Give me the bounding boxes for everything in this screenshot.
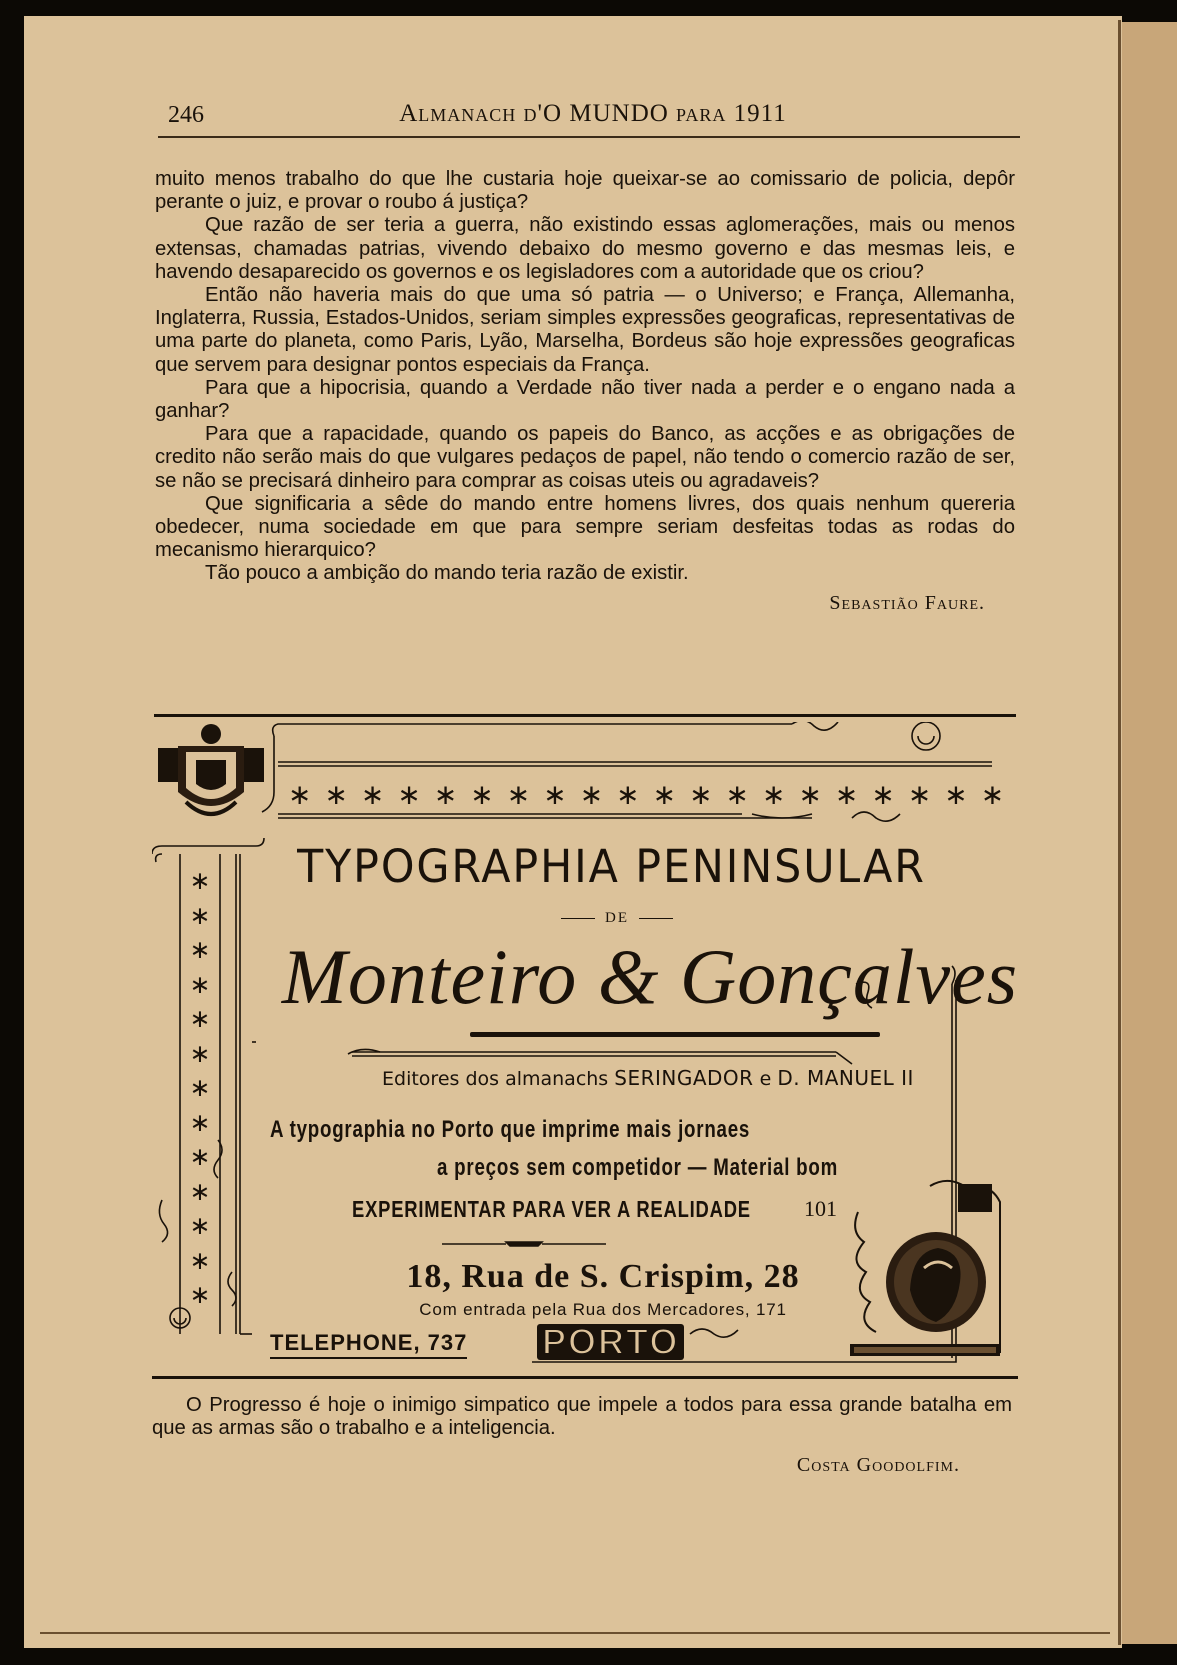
section-rule-top: [154, 714, 1016, 717]
editors-prefix: Editores dos almanachs: [382, 1068, 615, 1090]
section-rule-bottom: [152, 1376, 1018, 1379]
advertisement: [152, 722, 1019, 1368]
article-paragraph: Para que a hipocrisia, quando a Verdade não tiver nada a perder e o engano nada a ganhar?: [155, 376, 1015, 423]
ad-address: 18, Rua de S. Crispim, 28: [406, 1258, 800, 1295]
article-paragraph: Tão pouco a ambição do mando teria razão de existir.: [205, 562, 689, 585]
almanach-name: D. MANUEL II: [777, 1066, 914, 1090]
next-page-edge: [1122, 22, 1177, 1644]
almanach-name: SERINGADOR: [614, 1066, 754, 1090]
article-paragraph: Para que a rapacidade, quando os papeis do Banco, as acções e as obrigações de credito não serão mais do que vulgares pedaços de papel, não tendo o comercio razão de ser, se não se precisará dinheiro para comprar as coisas uteis ou agradaveis?: [155, 423, 1015, 492]
article-signature: Sebastião Faure.: [829, 591, 985, 614]
article-paragraph: Que razão de ser teria a guerra, não existindo essas aglomerações, mais ou menos extensas, chamadas patrias, vivendo debaixo do mesmo governo e das mesmas leis, e havendo desaparecido os governos e os legisladores com a autoridade que os criou?: [155, 214, 1015, 283]
asterisk-ornament-row: ∗∗∗∗∗∗∗∗∗∗∗∗∗∗∗∗∗∗∗∗: [288, 778, 1018, 811]
page-edge: [1118, 20, 1121, 1645]
quote-paragraph: O Progresso é hoje o inimigo simpatico que impele a todos para essa grande batalha em que as armas são o trabalho e a inteligencia.: [152, 1394, 1012, 1440]
firm-name: Monteiro & Gonçalves: [281, 933, 1019, 1020]
ad-claim-line: EXPERIMENTAR PARA VER A REALIDADE: [352, 1196, 751, 1222]
article-paragraph: Que significaria a sêde do mando entre homens livres, dos quais nenhum quereria obedecer, numa sociedade em que para sempre seriam desfeitas todas as rodas do mecanismo hierarquico?: [155, 492, 1015, 562]
helmeted-portrait-icon: [840, 1172, 1006, 1360]
ad-telephone: TELEPHONE, 737: [270, 1330, 467, 1359]
quote-signature: Costa Goodolfim.: [796, 1454, 960, 1476]
ad-entrance: Com entrada pela Rua dos Mercadores, 171: [419, 1300, 787, 1319]
ad-de: DE: [542, 910, 692, 927]
firm-underline: [470, 1032, 880, 1037]
header-rule: [158, 136, 1020, 138]
editors-joiner: e: [753, 1068, 778, 1090]
page-number: 246: [168, 102, 204, 128]
ad-title: TYPOGRAPHIA PENINSULAR: [297, 840, 926, 893]
running-title: Almanach d'O MUNDO para 1911: [399, 100, 787, 127]
ad-city: PORTO: [537, 1324, 684, 1360]
running-head: [168, 100, 1018, 132]
article-paragraph: muito menos trabalho do que lhe custaria hoje queixar-se ao comissario de policia, depôr perante o juiz, e provar o roubo á justiça?: [155, 168, 1015, 214]
ad-claim-line: a preços sem competidor — Material bom: [437, 1154, 839, 1181]
article-paragraph: Então não haveria mais do que uma só patria — o Universo; e França, Allemanha, Inglaterra, Russia, Estados-Unidos, seriam simples expressões geograficas, representativas de uma parte do planeta, como Paris, Lyão, Marselha, Bordeus são hoje expressões geograficas que servem para designar pontos especiais da França.: [155, 284, 1015, 376]
article-text: [155, 168, 1015, 615]
asterisk-ornament-column: ∗∗∗∗∗∗∗∗∗∗∗∗∗: [189, 866, 211, 1309]
coat-of-arms-icon: [156, 722, 266, 826]
page-bottom-line: [40, 1632, 1110, 1634]
ad-editors: [382, 1066, 914, 1090]
ad-claim-line: A typographia no Porto que imprime mais jornaes: [270, 1116, 751, 1143]
ad-reference-number: 101: [804, 1196, 837, 1221]
quote-text: [152, 1394, 1012, 1440]
